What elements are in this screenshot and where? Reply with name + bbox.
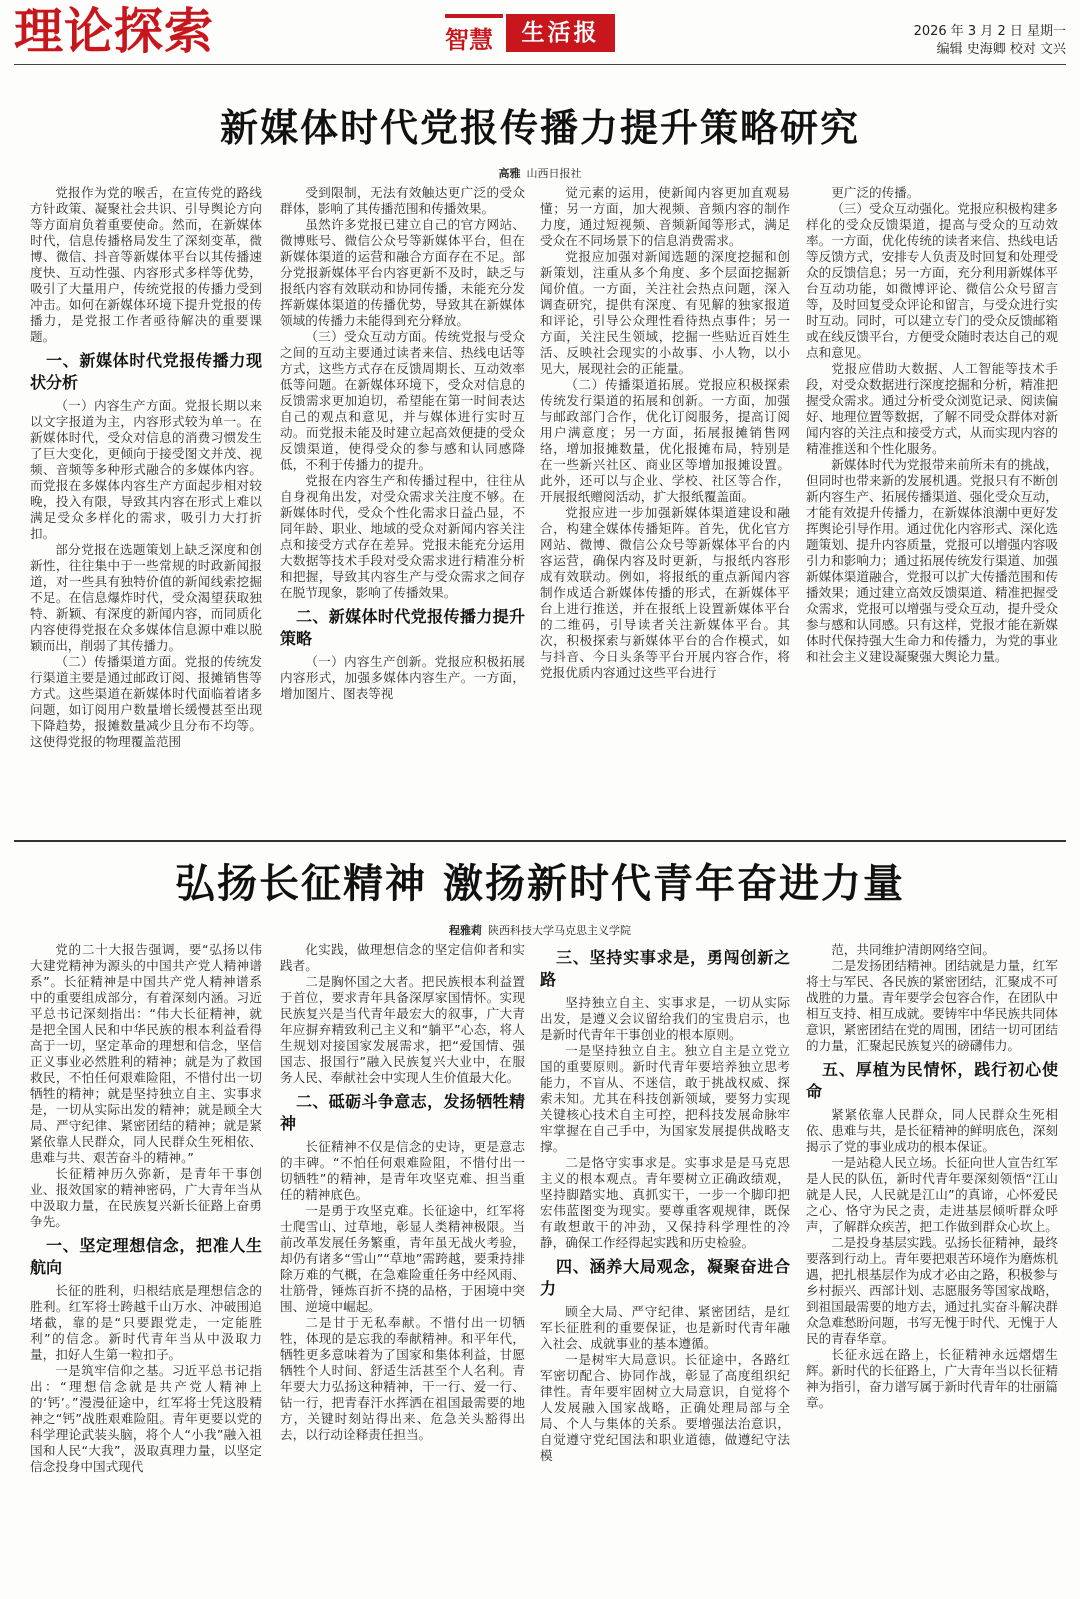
paragraph: 一是站稳人民立场。长征向世人宣告红军是人民的队伍，新时代青年要深刻领悟“江山就是人民，人民就是江山”的真谛，心怀爱民之心、恪守为民之责，走进基层倾听群众呼声，了解群众疾苦，把工作做到群众心坎上。	[806, 1155, 1058, 1234]
section-heading: 五、厚植为民情怀，践行初心使命	[806, 1060, 1058, 1101]
masthead-prefix: 智慧	[445, 26, 493, 54]
paragraph: 党报应借助大数据、人工智能等技术手段，对受众数据进行深度挖掘和分析，精准把握受众需求。通过分析受众浏览记录、阅读偏好、地理位置等数据，了解不同受众群体对新闻内容的关注点和接受方式，从而实现内容的精准推送和个性化服务。	[806, 361, 1058, 456]
paragraph: 长征精神历久弥新，是青年干事创业、报效国家的精神密码，广大青年当从中汲取力量，在民族复兴新长征路上奋勇争先。	[30, 1166, 262, 1229]
paragraph: （一）内容生产创新。党报应积极拓展内容形式，加强多媒体内容生产。一方面，增加图片、图表等视	[280, 654, 525, 701]
paragraph: 一是坚持独立自主。独立自主是立党立国的重要原则。新时代青年要培养独立思考能力，不盲从、不迷信，敢于挑战权威、探索未知。尤其在科技创新领域，要努力实现关键核心技术自主可控，把科技发展命脉牢牢掌握在自己手中，为国家发展提供战略支撑。	[540, 1043, 790, 1154]
section-heading: 三、坚持实事求是，勇闯创新之路	[540, 948, 790, 989]
paragraph: 二是恪守实事求是。实事求是是马克思主义的根本观点。青年要树立正确政绩观，坚持脚踏实地、真抓实干，一步一个脚印把宏伟蓝图变为现实。要尊重客观规律，既保有敢想敢干的冲劲，又保持科学理性的冷静，确保工作经得起实践和历史检验。	[540, 1155, 790, 1250]
paragraph: 长征的胜利，归根结底是理想信念的胜利。红军将士跨越千山万水、冲破围追堵截，靠的是“只要跟党走，一定能胜利”的信念。新时代青年当从中汲取力量，扣好人生第一粒扣子。	[30, 1283, 262, 1362]
editor-credits: 编辑 史海卿 校对 文兴	[936, 42, 1066, 57]
section-heading: 一、新媒体时代党报传播力现状分析	[30, 351, 262, 392]
paragraph: 党的二十大报告强调，要“弘扬以伟大建党精神为源头的中国共产党人精神谱系”。长征精神是中国共产党人精神谱系中的重要组成部分，有着深刻内涵。习近平总书记深刻指出：“伟大长征精神，就是把全国人民和中华民族的根本利益看得高于一切，坚定革命的理想和信念，坚信正义事业必然胜利的精神；就是为了救国救民，不怕任何艰难险阻，不惜付出一切牺牲的精神；就是坚持独立自主、实事求是，一切从实际出发的精神；就是顾全大局、严守纪律、紧密团结的精神；就是紧紧依靠人民群众，同人民群众生死相依、患难与共、艰苦奋斗的精神。”	[30, 942, 262, 1165]
masthead-logo: 生活报	[506, 14, 615, 52]
article2-column-3	[540, 942, 790, 1594]
paragraph: 二是胸怀国之大者。把民族根本利益置于首位，要求青年具备深厚家国情怀。实现民族复兴是当代青年最宏大的叙事，广大青年应摒弃精致利己主义和“躺平”心态，将人生规划对接国家发展需求，把“爱国情、强国志、报国行”融入民族复兴大业中，在服务人民、奉献社会中实现人生价值最大化。	[280, 974, 525, 1085]
article1-author: 高雅	[498, 167, 521, 180]
masthead-accent-bar	[445, 14, 503, 18]
section-heading: 二、新媒体时代党报传播力提升策略	[280, 607, 525, 648]
article1-column-1	[30, 185, 262, 825]
paragraph: 党报作为党的喉舌，在宣传党的路线方针政策、凝聚社会共识、引导舆论方向等方面肩负着重要使命。然而，在新媒体时代，信息传播格局发生了深刻变革，微博、微信、抖音等新媒体平台以其传播速度快、互动性强、内容形式多样等优势，吸引了大量用户，传统党报的传播力受到冲击。如何在新媒体环境下提升党报的传播力，是党报工作者亟待解决的重要课题。	[30, 185, 262, 344]
article2-column-2	[280, 942, 525, 1594]
paragraph: （一）内容生产方面。党报长期以来以文字报道为主，内容形式较为单一。在新媒体时代，受众对信息的消费习惯发生了巨大变化，更倾向于接受图文并茂、视频、音频等多种形式融合的多媒体内容。而党报在多媒体内容生产方面起步相对较晚，投入有限，导致其内容在形式上难以满足受众多样化的需求，吸引力大打折扣。	[30, 398, 262, 541]
paragraph: （二）传播渠道拓展。党报应积极探索传统发行渠道的拓展和创新。一方面，加强与邮政部门合作，优化订阅服务，提高订阅用户满意度；另一方面，拓展报摊销售网络，增加报摊数量，优化报摊布局，特别是在一些新兴社区、商业区等增加报摊设置。此外，还可以与企业、学校、社区等合作，开展报纸赠阅活动，扩大报纸覆盖面。	[540, 377, 790, 504]
section-title: 理论探索	[14, 3, 215, 60]
paragraph: 范，共同维护清朗网络空间。	[831, 942, 995, 957]
article2-column-4	[806, 942, 1058, 1594]
paragraph: 党报在内容生产和传播过程中，往往从自身视角出发，对受众需求关注度不够。在新媒体时代，受众个性化需求日益凸显，不同年龄、职业、地域的受众对新闻内容关注点和接受方式存在差异。党报未能充分运用大数据等技术手段对受众需求进行精准分析和把握，导致其内容生产与受众需求之间存在脱节现象，影响了传播效果。	[280, 473, 525, 600]
paragraph: 二是投身基层实践。弘扬长征精神，最终要落到行动上。青年要把艰苦环境作为磨炼机遇，把扎根基层作为成才必由之路，积极参与乡村振兴、西部计划、志愿服务等国家战略，到祖国最需要的地方去，通过扎实奋斗解决群众急难愁盼问题，书写无愧于时代、无愧于人民的青春华章。	[806, 1235, 1058, 1346]
article2-title: 弘扬长征精神 激扬新时代青年奋进力量	[175, 860, 905, 907]
header-rule	[14, 64, 1066, 65]
paragraph: （三）受众互动方面。传统党报与受众之间的互动主要通过读者来信、热线电话等方式，这些方式存在反馈周期长、互动效率低等问题。在新媒体环境下，受众对信息的反馈需求更加迫切，希望能在第一时间表达自己的观点和意见，并与媒体进行实时互动。而党报未能及时建立起高效便捷的受众反馈渠道，使得受众的参与感和认同感降低，不利于传播力的提升。	[280, 329, 525, 472]
section-heading: 一、坚定理想信念，把准人生航向	[30, 1236, 262, 1277]
article1-column-2	[280, 185, 525, 825]
paragraph: 一是勇于攻坚克难。长征途中，红军将士爬雪山、过草地，彰显人类精神极限。当前改革发展任务繁重，青年虽无战火考验，却仍有诸多“雪山”“草地”需跨越，要秉持排除万难的气概，在急难险重任务中经风雨、壮筋骨，锤炼百折不挠的品格，于困境中突围、逆境中崛起。	[280, 1203, 525, 1314]
paragraph: 长征永远在路上，长征精神永远熠熠生辉。新时代的长征路上，广大青年当以长征精神为指引，奋力谱写属于新时代青年的壮丽篇章。	[806, 1347, 1058, 1410]
article1-byline	[0, 165, 1080, 181]
paragraph: 二是发扬团结精神。团结就是力量，红军将士与军民、各民族的紧密团结，汇聚成不可战胜的力量。青年要学会包容合作，在团队中相互支持、相互成就。要铸牢中华民族共同体意识，紧密团结在党的周围，团结一切可团结的力量，汇聚起民族复兴的磅礴伟力。	[806, 958, 1058, 1053]
paragraph: 虽然许多党报已建立自己的官方网站、微博账号、微信公众号等新媒体平台，但在新媒体渠道的运营和融合方面存在不足。部分党报新媒体平台内容更新不及时，缺乏与报纸内容有效联动和协同传播，未能充分发挥新媒体渠道的传播优势，导致其在新媒体领域的传播力未能得到充分释放。	[280, 217, 525, 328]
paragraph: 部分党报在选题策划上缺乏深度和创新性，往往集中于一些常规的时政新闻报道，对一些具有独特价值的新闻线索挖掘不足。在信息爆炸时代，受众渴望获取独特、新颖、有深度的新闻内容，而同质化内容使得党报在众多媒体信息源中难以脱颖而出，削弱了其传播力。	[30, 542, 262, 653]
paragraph: 紧紧依靠人民群众，同人民群众生死相依、患难与共，是长征精神的鲜明底色，深刻揭示了党的事业成功的根本保证。	[806, 1107, 1058, 1154]
paragraph: （三）受众互动强化。党报应积极构建多样化的受众反馈渠道，提高与受众的互动效率。一方面，优化传统的读者来信、热线电话等反馈方式，安排专人负责及时回复和处理受众的反馈信息；另一方面，充分利用新媒体平台互动功能，如微博评论、微信公众号留言等，及时回复受众评论和留言，与受众进行实时互动。同时，可以建立专门的受众反馈邮箱或在线反馈平台，方便受众随时表达自己的观点和意见。	[806, 201, 1058, 360]
section-heading: 二、砥砺斗争意志，发扬牺牲精神	[280, 1092, 525, 1133]
paragraph: 一是树牢大局意识。长征途中，各路红军密切配合、协同作战，彰显了高度组织纪律性。青年要牢固树立大局意识，自觉将个人发展融入国家战略，正确处理局部与全局、个人与集体的关系。要增强法治意识，自觉遵守党纪国法和职业道德，做遵纪守法模	[540, 1352, 790, 1463]
paragraph: 受到限制，无法有效触达更广泛的受众群体，影响了其传播范围和传播效果。	[280, 185, 525, 216]
article-divider	[14, 840, 1066, 842]
article2-author: 程雅莉	[449, 924, 482, 937]
paragraph: 长征精神不仅是信念的史诗，更是意志的丰碑。“不怕任何艰难险阻，不惜付出一切牺牲”的精神，是青年攻坚克难、担当重任的精神底色。	[280, 1139, 525, 1202]
article1-column-3	[540, 185, 790, 825]
section-heading: 四、涵养大局观念，凝聚奋进合力	[540, 1257, 790, 1298]
article2-column-1	[30, 942, 262, 1594]
article1-affiliation: 山西日报社	[526, 167, 582, 180]
issue-date: 2026 年 3 月 2 日 星期一	[913, 24, 1066, 39]
article2-byline	[0, 922, 1080, 938]
paragraph: 党报应进一步加强新媒体渠道建设和融合，构建全媒体传播矩阵。首先，优化官方网站、微博、微信公众号等新媒体平台的内容运营，确保内容及时更新，与报纸内容形成有效联动。例如，将报纸的重点新闻内容制作成适合新媒体传播的形式，在新媒体平台上进行推送，并在报纸上设置新媒体平台的二维码，引导读者关注新媒体平台。其次，积极探索与新媒体平台的合作模式，如与抖音、今日头条等平台开展内容合作，将党报优质内容通过这些平台进行	[540, 505, 790, 680]
article1-title: 新媒体时代党报传播力提升策略研究	[219, 105, 860, 150]
paragraph: 党报应加强对新闻选题的深度挖掘和创新策划，注重从多个角度、多个层面挖掘新闻价值。一方面，关注社会热点问题，深入调查研究，提供有深度、有见解的独家报道和评论，引导公众理性看待热点事件；另一方面，关注民生领域，挖掘一些贴近百姓生活、反映社会现实的小故事、小人物，以小见大，展现社会的正能量。	[540, 249, 790, 376]
paragraph: 一是筑牢信仰之基。习近平总书记指出：“理想信念就是共产党人精神上的‘钙’。”漫漫征途中，红军将士凭这股精神之“钙”战胜艰难险阻。青年更要以党的科学理论武装头脑，将个人“小我”融入祖国和人民“大我”，汲取真理力量，以坚定信念投身中国式现代	[30, 1363, 262, 1474]
paragraph: 更广泛的传播。	[831, 185, 920, 200]
paragraph: 化实践，做理想信念的坚定信仰者和实践者。	[280, 942, 525, 973]
paragraph: 新媒体时代为党报带来前所未有的挑战，但同时也带来新的发展机遇。党报只有不断创新内容生产、拓展传播渠道、强化受众互动，才能有效提升传播力，在新媒体浪潮中更好发挥舆论引导作用。通过优化内容形式、深化选题策划、提升内容质量，党报可以增强内容吸引力和影响力；通过拓展传统发行渠道、加强新媒体渠道融合，党报可以扩大传播范围和传播效果；通过建立高效反馈渠道、精准把握受众需求，党报可以增强与受众互动，提升受众参与感和认同感。只有这样，党报才能在新媒体时代保持强大生命力和传播力，为党的事业和社会主义建设凝聚强大舆论力量。	[806, 457, 1058, 664]
article2-affiliation: 陕西科技大学马克思主义学院	[488, 924, 631, 937]
paragraph: 坚持独立自主、实事求是，一切从实际出发，是遵义会议留给我们的宝贵启示，也是新时代青年干事创业的根本原则。	[540, 995, 790, 1042]
paragraph: 顾全大局、严守纪律、紧密团结，是红军长征胜利的重要保证，也是新时代青年融入社会、成就事业的基本遵循。	[540, 1304, 790, 1351]
article1-column-4	[806, 185, 1058, 825]
paragraph: （二）传播渠道方面。党报的传统发行渠道主要是通过邮政订阅、报摊销售等方式。这些渠道在新媒体时代面临着诸多问题，如订阅用户数量增长缓慢甚至出现下降趋势，报摊数量减少且分布不均等。这使得党报的物理覆盖范围	[30, 654, 262, 749]
paragraph: 觉元素的运用，使新闻内容更加直观易懂；另一方面，加大视频、音频内容的制作力度，通过短视频、音频新闻等形式，满足受众在不同场景下的信息消费需求。	[540, 185, 790, 248]
paragraph: 二是甘于无私奉献。不惜付出一切牺牲，体现的是忘我的奉献精神。和平年代，牺牲更多意味着为了国家和集体利益，甘愿牺牲个人时间、舒适生活甚至个人名利。青年要大力弘扬这种精神，干一行、爱一行、钻一行，把青春汗水挥洒在祖国最需要的地方，关键时刻站得出来、危急关头豁得出去，以行动诠释责任担当。	[280, 1315, 525, 1442]
